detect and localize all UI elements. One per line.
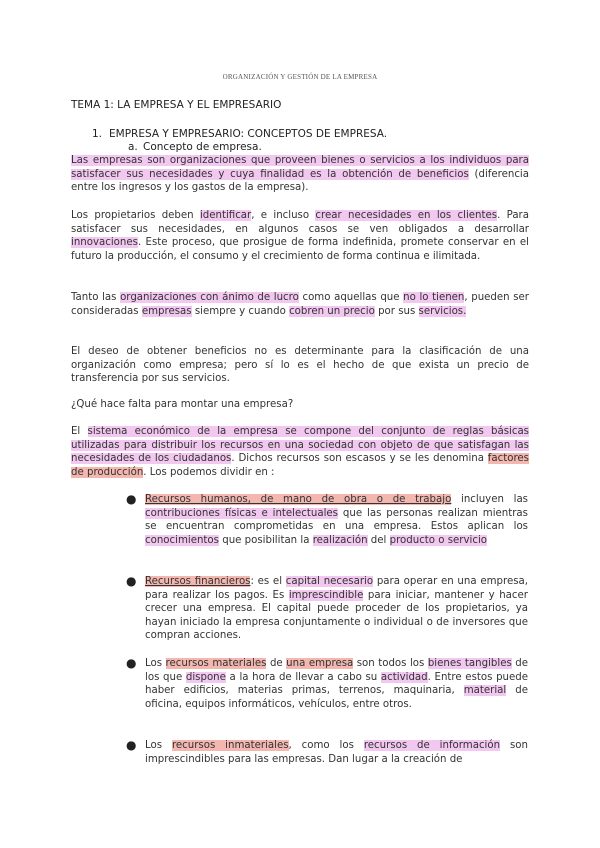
text: por sus	[374, 305, 419, 317]
text: para operar en una empresa, para realizar los pagos. Es	[145, 576, 528, 601]
highlight: recursos inmateriales	[171, 740, 289, 751]
text: . Para satisfacer sus necesidades, en algunos casos se ven obligados a desarrollar	[71, 210, 529, 235]
paragraph-definition	[71, 154, 529, 195]
subsection-heading	[128, 141, 262, 153]
text: son todos los	[353, 658, 428, 669]
question-line: ¿Qué hace falta para montar una empresa?	[71, 399, 294, 410]
highlight: Recursos humanos, de mano de obra o de trabajo	[145, 494, 452, 505]
highlight: material	[463, 685, 507, 696]
highlight: no lo tienen	[403, 292, 465, 303]
text: del	[367, 534, 390, 546]
highlight: recursos materiales	[165, 658, 267, 669]
highlight: cobren un precio	[289, 305, 375, 317]
bullet-recursos-inmateriales	[145, 739, 528, 766]
text: . Entre estos puede haber edificios, materias primas, terrenos, maquinaria,	[145, 671, 528, 696]
highlight: realización	[312, 534, 368, 546]
highlight: factores de producción	[71, 453, 529, 478]
highlight: conocimientos	[145, 534, 219, 546]
highlight: Recursos financieros	[145, 576, 251, 587]
paragraph-sistema	[71, 425, 529, 479]
highlight: empresas	[141, 305, 192, 317]
text: de los que	[145, 658, 529, 683]
bullet-dot-icon: ●	[126, 574, 137, 588]
bullet-recursos-humanos	[145, 493, 528, 547]
highlight: una empresa	[286, 658, 354, 669]
text: Los	[145, 740, 172, 751]
text: que las personas realizan mientras se encuentran comprometidas en una empresa. Estos aplican los	[145, 507, 528, 532]
text: . Los podemos dividir en :	[143, 466, 275, 478]
text: de oficina, equipos informáticos, vehículos, entre otros.	[145, 685, 528, 710]
highlight: identificar	[199, 210, 252, 221]
text: , pueden ser consideradas	[71, 292, 529, 317]
highlight: servicios.	[418, 305, 467, 317]
highlight: dispone	[185, 671, 226, 683]
highlight: innovaciones	[71, 237, 138, 248]
text: para iniciar, mantener y hacer crecer una empresa. El capital puede proceder de los propietarios, ya hayan iniciado la empresa conjuntamente o individual o de inversores que compran acciones.	[145, 589, 528, 641]
text: Los propietarios deben	[71, 210, 200, 221]
text: , como los	[288, 740, 364, 751]
highlight: bienes tangibles	[427, 658, 512, 669]
page-header: ORGANIZACIÓN Y GESTIÓN DE LA EMPRESA	[222, 73, 378, 81]
text: , e incluso	[251, 210, 316, 221]
text: son imprescindibles para las empresas. Dan lugar a la creación de	[145, 740, 528, 765]
highlight: crear necesidades en los clientes	[315, 210, 498, 221]
text: Los	[145, 658, 166, 669]
text: como aquellas que	[298, 292, 404, 303]
highlight: actividad	[380, 671, 428, 683]
text: . Este proceso, que prosigue de forma indefinida, promete conservar en el futuro la producción, el consumo y el crecimiento de forma continua e ilimitada.	[71, 237, 529, 262]
subsection-label: Concepto de empresa.	[143, 141, 262, 153]
bullet-dot-icon: ●	[126, 492, 137, 506]
text: Tanto las	[71, 292, 121, 303]
section-heading	[92, 128, 387, 140]
text: que posibilitan la	[218, 534, 313, 546]
highlight: capital necesario	[285, 576, 374, 587]
text: incluyen las	[451, 494, 528, 505]
paragraph-beneficios: El deseo de obtener beneficios no es determinante para la clasificación de una organización como empresa; pero sí lo es el hecho de que exista un precio de transferencia por sus servicios.	[71, 346, 529, 384]
bullet-recursos-financieros	[145, 575, 528, 643]
highlight: sistema económico de la empresa se compone del conjunto de reglas básicas utilizadas para distribuir los recursos en una sociedad con objeto de que satisfagan las necesidades de los ciudadanos	[71, 426, 529, 464]
text: . Dichos recursos son escasos y se les denomina	[231, 453, 488, 464]
text: El	[71, 426, 88, 437]
highlight: Las empresas son organizaciones que proveen bienes o servicios a los individuos para satisfacer sus necesidades y cuya finalidad es la obtención de beneficios	[71, 155, 529, 180]
paragraph-lucro	[71, 291, 529, 318]
text: (diferencia entre los ingresos y los gastos de la empresa).	[71, 168, 529, 193]
bullet-dot-icon: ●	[126, 738, 137, 752]
highlight: imprescindible	[288, 589, 364, 601]
highlight: recursos de información	[363, 740, 501, 751]
bullet-dot-icon: ●	[126, 656, 137, 670]
text: de	[266, 658, 287, 669]
highlight: contribuciones físicas e intelectuales	[145, 507, 338, 519]
highlight: producto o servicio	[389, 534, 488, 546]
text: siempre y cuando	[191, 305, 290, 317]
text: : es el	[250, 576, 286, 587]
highlight: organizaciones con ánimo de lucro	[120, 292, 299, 303]
subsection-number: a.	[128, 141, 138, 153]
paragraph-propietarios	[71, 209, 529, 263]
tema-title: TEMA 1: LA EMPRESA Y EL EMPRESARIO	[71, 99, 282, 111]
section-label: EMPRESA Y EMPRESARIO: CONCEPTOS DE EMPRESA.	[109, 128, 388, 140]
bullet-recursos-materiales	[145, 657, 528, 711]
section-number: 1.	[92, 128, 103, 140]
text: a la hora de llevar a cabo su	[225, 671, 381, 683]
